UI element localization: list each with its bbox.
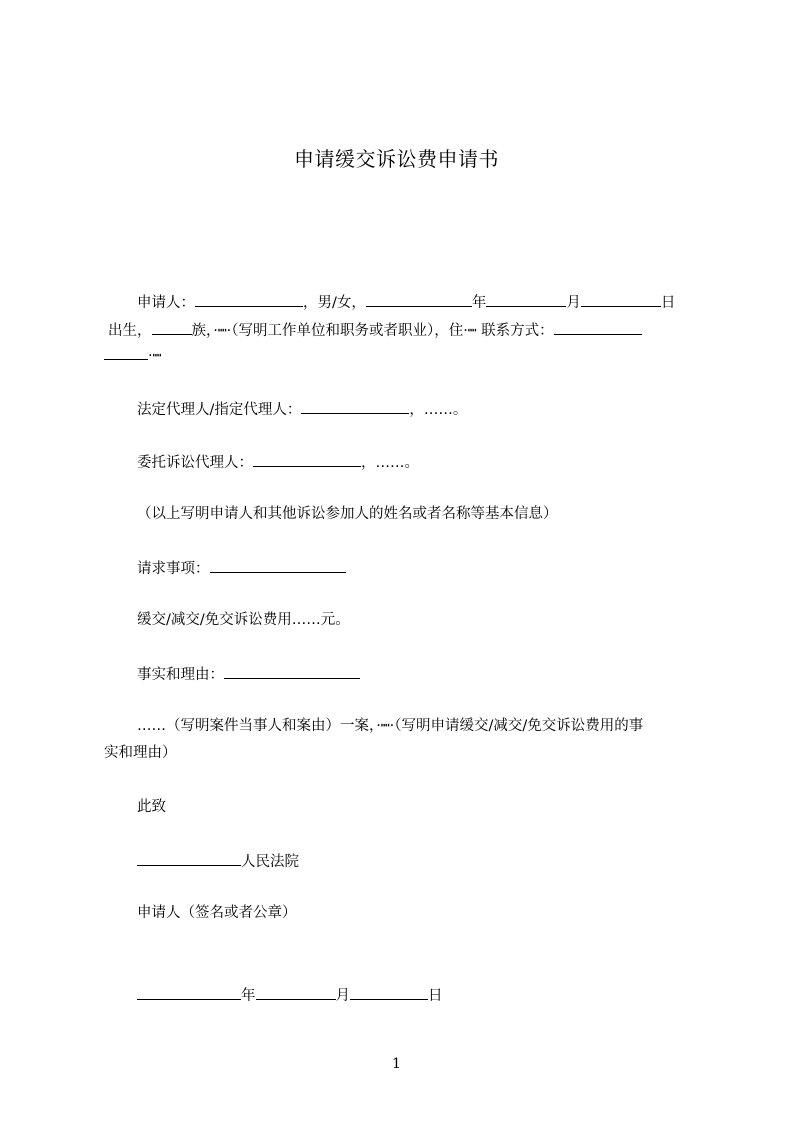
contact-label: 联系方式： bbox=[481, 323, 554, 339]
date-year-blank bbox=[137, 984, 241, 1000]
court-suffix: 人民法院 bbox=[241, 854, 299, 870]
request-blank bbox=[210, 557, 346, 573]
legal-rep-tail: ，……。 bbox=[409, 402, 468, 418]
agent-line bbox=[137, 451, 419, 473]
contact-blank bbox=[554, 319, 642, 335]
legal-rep-label: 法定代理人/指定代理人： bbox=[137, 402, 302, 418]
legal-rep-blank bbox=[301, 398, 409, 414]
birth-day-blank bbox=[581, 291, 661, 307]
born-text: 出生， bbox=[108, 323, 152, 339]
ethnic-blank bbox=[152, 319, 192, 335]
facts-line bbox=[137, 663, 360, 685]
request-label: 请求事项： bbox=[137, 561, 210, 577]
request-body: 缓交/减交/免交诉讼费用……元。 bbox=[137, 612, 350, 628]
contact-blank-continued bbox=[104, 344, 148, 360]
facts-label: 事实和理由： bbox=[137, 667, 224, 683]
agent-tail: ，……。 bbox=[361, 455, 419, 471]
date-year-text: 年 bbox=[241, 988, 256, 1004]
applicant-tail-text: ·┉ bbox=[148, 348, 162, 364]
applicant-line-3 bbox=[104, 344, 161, 366]
document-title: 申请缓交诉讼费申请书 bbox=[294, 147, 499, 171]
request-line bbox=[137, 557, 346, 579]
legal-rep-line bbox=[137, 398, 467, 420]
agent-label: 委托诉讼代理人： bbox=[137, 455, 253, 471]
date-day-text: 日 bbox=[428, 988, 443, 1004]
page-number: 1 bbox=[392, 1056, 401, 1072]
facts-body-line-1: ……（写明案件当事人和案由）一案，·┉·（写明申请缓交/减交/免交诉讼费用的事 bbox=[137, 718, 644, 734]
month-text: 月 bbox=[566, 295, 581, 311]
date-day-blank bbox=[350, 984, 428, 1000]
facts-blank bbox=[224, 663, 360, 679]
court-line bbox=[137, 850, 299, 872]
work-note-text: ·┉·（写明工作单位和职务或者职业），住·┉ bbox=[213, 323, 477, 339]
applicant-label: 申请人： bbox=[137, 295, 195, 311]
gender-text: ，男/女， bbox=[303, 295, 366, 311]
applicant-line-2 bbox=[108, 319, 642, 341]
signature-line: 申请人（签名或者公章） bbox=[137, 905, 297, 921]
birth-year-blank bbox=[366, 291, 472, 307]
participants-note: （以上写明申请人和其他诉讼参加人的姓名或者名称等基本信息） bbox=[137, 506, 558, 522]
ethnic-text: 族， bbox=[191, 323, 214, 339]
date-month-blank bbox=[256, 984, 336, 1000]
date-month-text: 月 bbox=[335, 988, 350, 1004]
court-name-blank bbox=[137, 850, 241, 866]
applicant-line-1 bbox=[137, 291, 675, 313]
agent-blank bbox=[253, 451, 361, 467]
day-text: 日 bbox=[660, 295, 676, 311]
year-text: 年 bbox=[471, 295, 487, 311]
applicant-name-blank bbox=[195, 291, 303, 307]
date-line bbox=[137, 984, 443, 1006]
closing-text: 此致 bbox=[137, 799, 166, 815]
birth-month-blank bbox=[486, 291, 566, 307]
facts-body-line-2: 实和理由） bbox=[104, 745, 177, 761]
